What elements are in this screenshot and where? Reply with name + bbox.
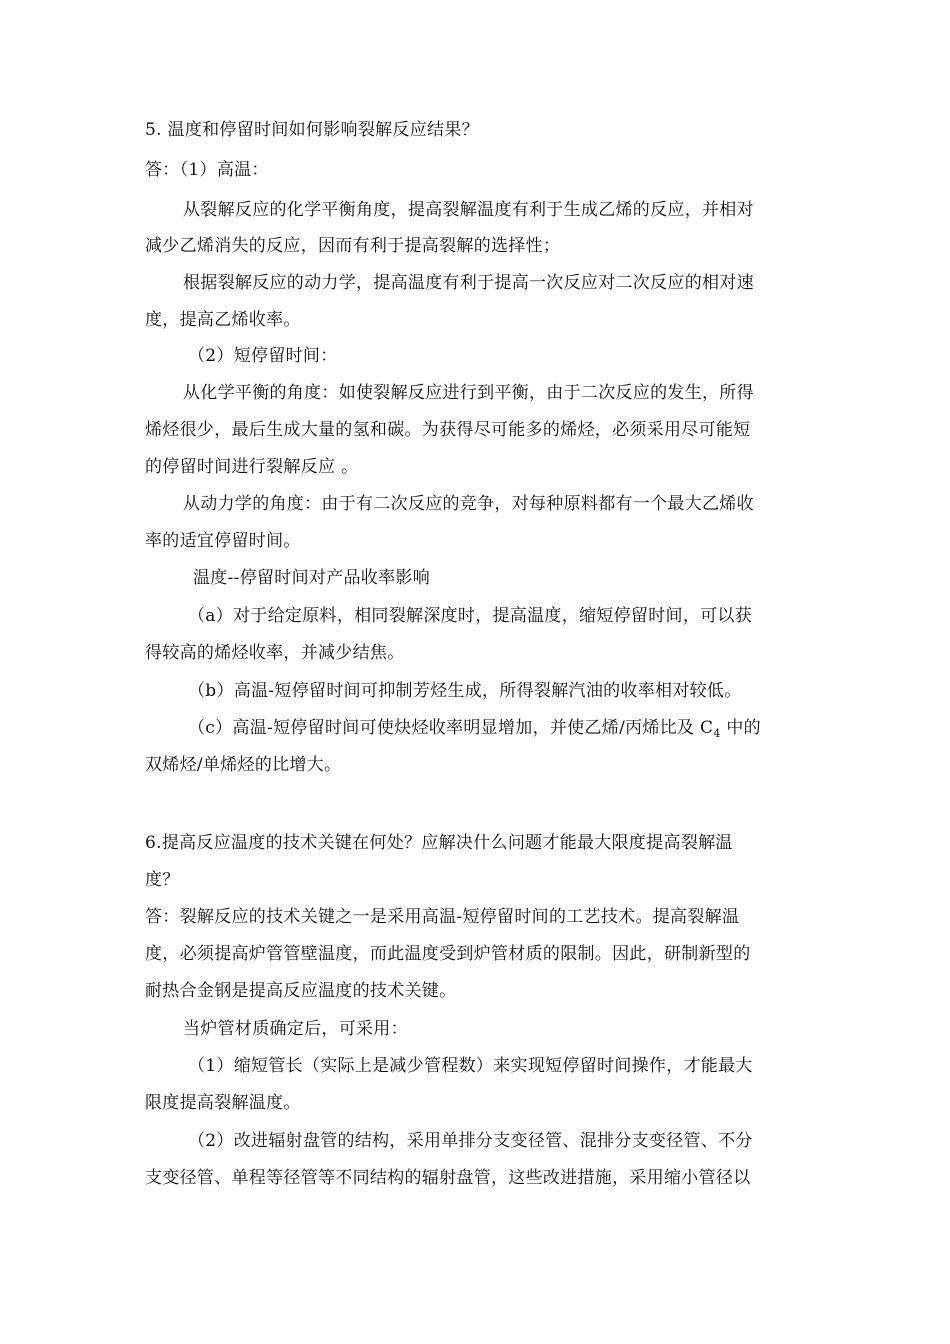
answer-line: 度，必须提高炉管管壁温度，而此温度受到炉管材质的限制。因此，研制新型的 [145,944,751,964]
subscript-4: 4 [713,727,721,740]
paragraph-line: 根据裂解反应的动力学，提高温度有利于提高一次反应对二次反应的相对速 [183,273,754,293]
answer-line: 耐热合金钢是提高反应温度的技术关键。 [145,981,457,1001]
paragraph-line: 烯烃很少，最后生成大量的氢和碳。为获得尽可能多的烯烃，必须采用尽可能短 [145,420,751,440]
paragraph-line: 率的适宜停留时间。 [145,531,301,551]
list-item-c-text: （c）高温-短停留时间可使炔烃收率明显增加，并使乙烯/丙烯比及 C [188,718,714,738]
paragraph-line: 减少乙烯消失的反应，因而有利于提高裂解的选择性； [145,236,561,256]
list-item-2-cont: 支变径管、单程等径管等不同结构的辐射盘管，这些改进措施，采用缩小管径以 [145,1168,751,1188]
list-item-1-cont: 限度提高裂解温度。 [145,1093,301,1113]
paragraph-line: 从化学平衡的角度：如使裂解反应进行到平衡，由于二次反应的发生，所得 [183,383,754,403]
paragraph-line: 度，提高乙烯收率。 [145,310,301,330]
list-item-c-cont: 双烯烃/单烯烃的比增大。 [145,755,342,775]
paragraph-line: 从动力学的角度：由于有二次反应的竞争，对每种原料都有一个最大乙烯收 [183,494,754,514]
list-item-c-text-end: 中的 [720,718,761,738]
question-6-title-cont: 度？ [145,870,180,890]
subheading: （2）短停留时间： [188,346,338,366]
list-item-b: （b）高温-短停留时间可抑制芳烃生成，所得裂解汽油的收率相对较低。 [188,681,742,701]
answer-line: 答：裂解反应的技术关键之一是采用高温-短停留时间的工艺技术。提高裂解温 [145,907,740,927]
paragraph-line: 当炉管材质确定后，可采用： [183,1019,408,1039]
answer-label: 答：（1）高温： [145,160,269,180]
question-5-title: 5. 温度和停留时间如何影响裂解反应结果？ [145,120,479,140]
list-item-2: （2）改进辐射盘管的结构，采用单排分支变径管、混排分支变径管、不分 [188,1131,753,1151]
list-item-a: （a）对于给定原料，相同裂解深度时，提高温度，缩短停留时间，可以获 [188,606,753,626]
list-item-1: （1）缩短管长（实际上是减少管程数）来实现短停留时间操作，才能最大 [188,1056,753,1076]
list-item-c [188,716,853,740]
subheading: 温度--停留时间对产品收率影响 [193,568,430,588]
question-6-title: 6.提高反应温度的技术关键在何处？应解决什么问题才能最大限度提高裂解温 [145,833,733,853]
paragraph-line: 的停留时间进行裂解反应 。 [145,457,359,477]
paragraph-line: 从裂解反应的化学平衡角度，提高裂解温度有利于生成乙烯的反应，并相对 [183,200,754,220]
list-item-a-cont: 得较高的烯烃收率，并减少结焦。 [145,643,405,663]
